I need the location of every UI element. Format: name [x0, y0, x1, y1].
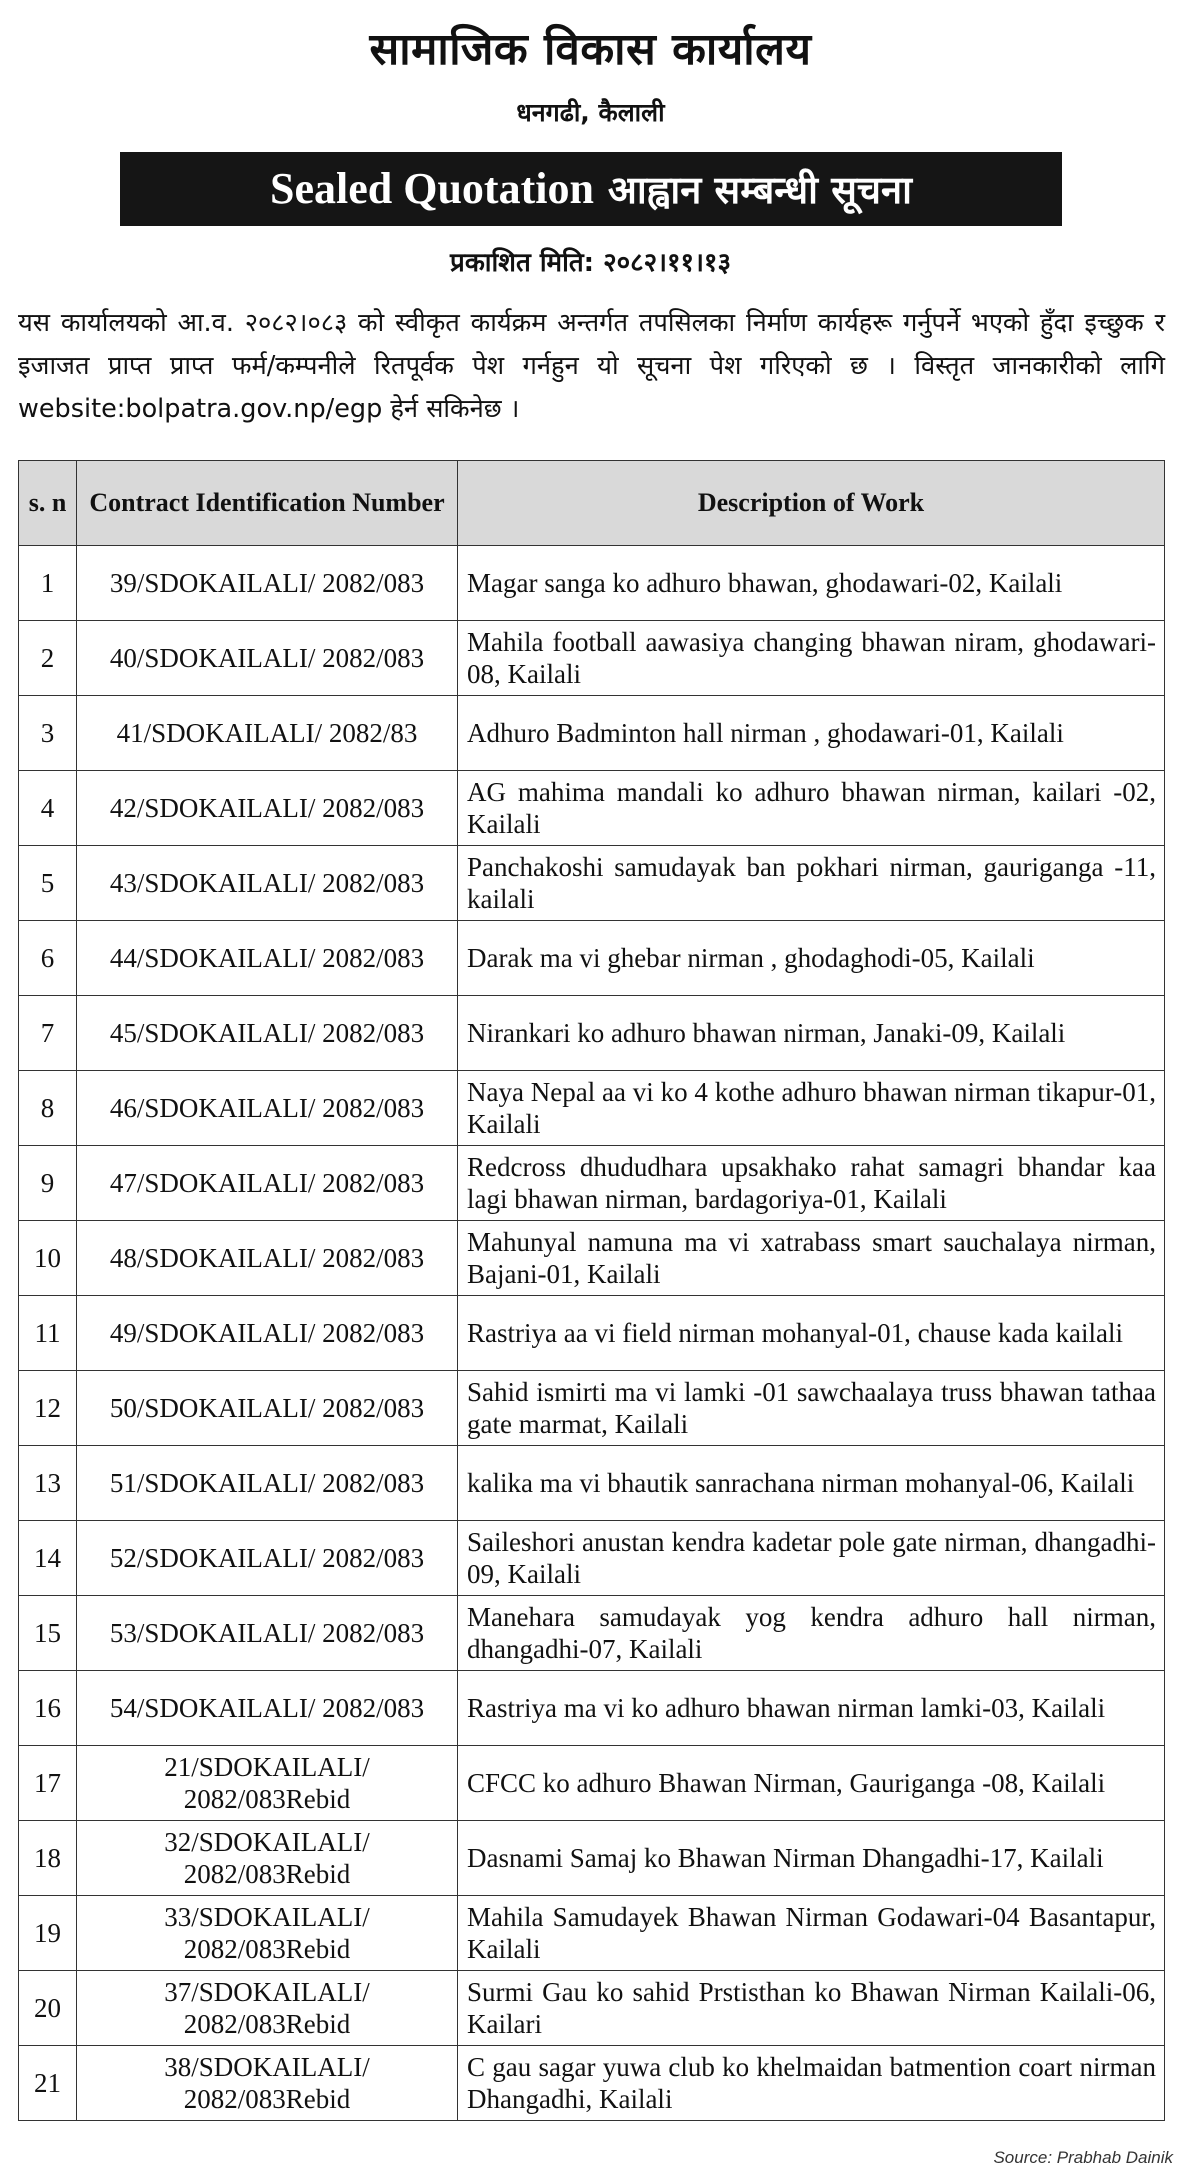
- row-contract-id: 53/SDOKAILALI/ 2082/083: [77, 1596, 458, 1671]
- row-sn: 2: [19, 621, 77, 696]
- row-sn: 11: [19, 1296, 77, 1371]
- row-sn: 18: [19, 1821, 77, 1896]
- row-sn: 16: [19, 1671, 77, 1746]
- row-description: C gau sagar yuwa club ko khelmaidan batmention coart nirman Dhangadhi, Kailali: [458, 2046, 1165, 2121]
- row-sn: 14: [19, 1521, 77, 1596]
- row-description: Nirankari ko adhuro bhawan nirman, Janaki-09, Kailali: [458, 996, 1165, 1071]
- table-row: [19, 996, 1165, 1071]
- notice-title-en: Sealed Quotation: [270, 164, 594, 213]
- row-description: Magar sanga ko adhuro bhawan, ghodawari-02, Kailali: [458, 546, 1165, 621]
- row-contract-id: 44/SDOKAILALI/ 2082/083: [77, 921, 458, 996]
- row-description: Mahila football aawasiya changing bhawan niram, ghodawari-08, Kailali: [458, 621, 1165, 696]
- row-contract-id: 40/SDOKAILALI/ 2082/083: [77, 621, 458, 696]
- header-contract-id: Contract Identification Number: [77, 461, 458, 546]
- source-credit: Source: Prabhab Dainik: [993, 2148, 1173, 2167]
- table-row: [19, 1071, 1165, 1146]
- table-row: [19, 546, 1165, 621]
- office-name: सामाजिक विकास कार्यालय: [369, 24, 812, 75]
- table-row: [19, 1296, 1165, 1371]
- works-table-body: [19, 546, 1165, 2121]
- notice-title-banner: [120, 152, 1062, 226]
- row-sn: 13: [19, 1446, 77, 1521]
- row-sn: 7: [19, 996, 77, 1071]
- notice-title-np: आह्वान सम्बन्धी सूचना: [607, 168, 912, 212]
- row-description: Naya Nepal aa vi ko 4 kothe adhuro bhawan nirman tikapur-01, Kailali: [458, 1071, 1165, 1146]
- row-contract-id: 54/SDOKAILALI/ 2082/083: [77, 1671, 458, 1746]
- table-row: [19, 1821, 1165, 1896]
- table-row: [19, 1521, 1165, 1596]
- header-sn: s. n: [19, 461, 77, 546]
- row-description: Adhuro Badminton hall nirman , ghodawari-01, Kailali: [458, 696, 1165, 771]
- row-contract-id: 32/SDOKAILALI/ 2082/083Rebid: [77, 1821, 458, 1896]
- row-contract-id: 33/SDOKAILALI/ 2082/083Rebid: [77, 1896, 458, 1971]
- table-row: [19, 1896, 1165, 1971]
- row-sn: 9: [19, 1146, 77, 1221]
- table-header-row: [19, 461, 1165, 546]
- row-contract-id: 49/SDOKAILALI/ 2082/083: [77, 1296, 458, 1371]
- table-row: [19, 846, 1165, 921]
- published-date: प्रकाशित मिति: २०८२।११।१३: [450, 248, 731, 278]
- row-contract-id: 41/SDOKAILALI/ 2082/83: [77, 696, 458, 771]
- row-description: Mahila Samudayek Bhawan Nirman Godawari-04 Basantapur, Kailali: [458, 1896, 1165, 1971]
- row-contract-id: 43/SDOKAILALI/ 2082/083: [77, 846, 458, 921]
- row-description: Rastriya ma vi ko adhuro bhawan nirman lamki-03, Kailali: [458, 1671, 1165, 1746]
- row-contract-id: 52/SDOKAILALI/ 2082/083: [77, 1521, 458, 1596]
- row-description: Saileshori anustan kendra kadetar pole gate nirman, dhangadhi-09, Kailali: [458, 1521, 1165, 1596]
- row-contract-id: 47/SDOKAILALI/ 2082/083: [77, 1146, 458, 1221]
- row-description: Darak ma vi ghebar nirman , ghodaghodi-05, Kailali: [458, 921, 1165, 996]
- row-description: Dasnami Samaj ko Bhawan Nirman Dhangadhi-17, Kailali: [458, 1821, 1165, 1896]
- row-sn: 12: [19, 1371, 77, 1446]
- table-row: [19, 1146, 1165, 1221]
- row-description: Panchakoshi samudayak ban pokhari nirman, gauriganga -11, kailali: [458, 846, 1165, 921]
- table-row: [19, 621, 1165, 696]
- row-sn: 1: [19, 546, 77, 621]
- table-row: [19, 1446, 1165, 1521]
- row-description: CFCC ko adhuro Bhawan Nirman, Gauriganga -08, Kailali: [458, 1746, 1165, 1821]
- table-row: [19, 1371, 1165, 1446]
- row-sn: 21: [19, 2046, 77, 2121]
- row-sn: 3: [19, 696, 77, 771]
- row-sn: 10: [19, 1221, 77, 1296]
- row-contract-id: 37/SDOKAILALI/ 2082/083Rebid: [77, 1971, 458, 2046]
- row-contract-id: 38/SDOKAILALI/ 2082/083Rebid: [77, 2046, 458, 2121]
- row-contract-id: 46/SDOKAILALI/ 2082/083: [77, 1071, 458, 1146]
- row-sn: 5: [19, 846, 77, 921]
- row-contract-id: 21/SDOKAILALI/ 2082/083Rebid: [77, 1746, 458, 1821]
- row-contract-id: 50/SDOKAILALI/ 2082/083: [77, 1371, 458, 1446]
- row-description: AG mahima mandali ko adhuro bhawan nirman, kailari -02, Kailali: [458, 771, 1165, 846]
- row-description: Mahunyal namuna ma vi xatrabass smart sauchalaya nirman, Bajani-01, Kailali: [458, 1221, 1165, 1296]
- table-row: [19, 771, 1165, 846]
- row-description: kalika ma vi bhautik sanrachana nirman mohanyal-06, Kailali: [458, 1446, 1165, 1521]
- header-description: Description of Work: [458, 461, 1165, 546]
- table-row: [19, 1671, 1165, 1746]
- table-row: [19, 1596, 1165, 1671]
- row-contract-id: 42/SDOKAILALI/ 2082/083: [77, 771, 458, 846]
- row-sn: 6: [19, 921, 77, 996]
- table-row: [19, 921, 1165, 996]
- row-sn: 4: [19, 771, 77, 846]
- row-contract-id: 48/SDOKAILALI/ 2082/083: [77, 1221, 458, 1296]
- table-row: [19, 2046, 1165, 2121]
- row-contract-id: 51/SDOKAILALI/ 2082/083: [77, 1446, 458, 1521]
- table-row: [19, 1221, 1165, 1296]
- table-row: [19, 696, 1165, 771]
- row-description: Sahid ismirti ma vi lamki -01 sawchaalaya truss bhawan tathaa gate marmat, Kailali: [458, 1371, 1165, 1446]
- row-sn: 17: [19, 1746, 77, 1821]
- row-description: Rastriya aa vi field nirman mohanyal-01, chause kada kailali: [458, 1296, 1165, 1371]
- intro-paragraph: यस कार्यालयको आ.व. २०८२।०८३ को स्वीकृत कार्यक्रम अन्तर्गत तपसिलका निर्माण कार्यहरू गर्नुपर्ने भएको हुँदा इच्छुक र इजाजत प्राप्त प्राप्त फर्म/कम्पनीले रितपूर्वक पेश गर्नहुन यो सूचना पेश गरिएको छ । विस्तृत जानकारीको लागि website:bolpatra.gov.np/egp हेर्न सकिनेछ ।: [18, 308, 1165, 424]
- row-contract-id: 45/SDOKAILALI/ 2082/083: [77, 996, 458, 1071]
- row-sn: 15: [19, 1596, 77, 1671]
- row-description: Surmi Gau ko sahid Prstisthan ko Bhawan Nirman Kailali-06, Kailari: [458, 1971, 1165, 2046]
- table-row: [19, 1746, 1165, 1821]
- row-description: Manehara samudayak yog kendra adhuro hall nirman, dhangadhi-07, Kailali: [458, 1596, 1165, 1671]
- row-sn: 20: [19, 1971, 77, 2046]
- row-sn: 19: [19, 1896, 77, 1971]
- row-description: Redcross dhududhara upsakhako rahat samagri bhandar kaa lagi bhawan nirman, bardagoriya-01, Kailali: [458, 1146, 1165, 1221]
- row-contract-id: 39/SDOKAILALI/ 2082/083: [77, 546, 458, 621]
- works-table: [18, 460, 1165, 2121]
- row-sn: 8: [19, 1071, 77, 1146]
- table-row: [19, 1971, 1165, 2046]
- office-location: धनगढी, कैलाली: [516, 98, 665, 127]
